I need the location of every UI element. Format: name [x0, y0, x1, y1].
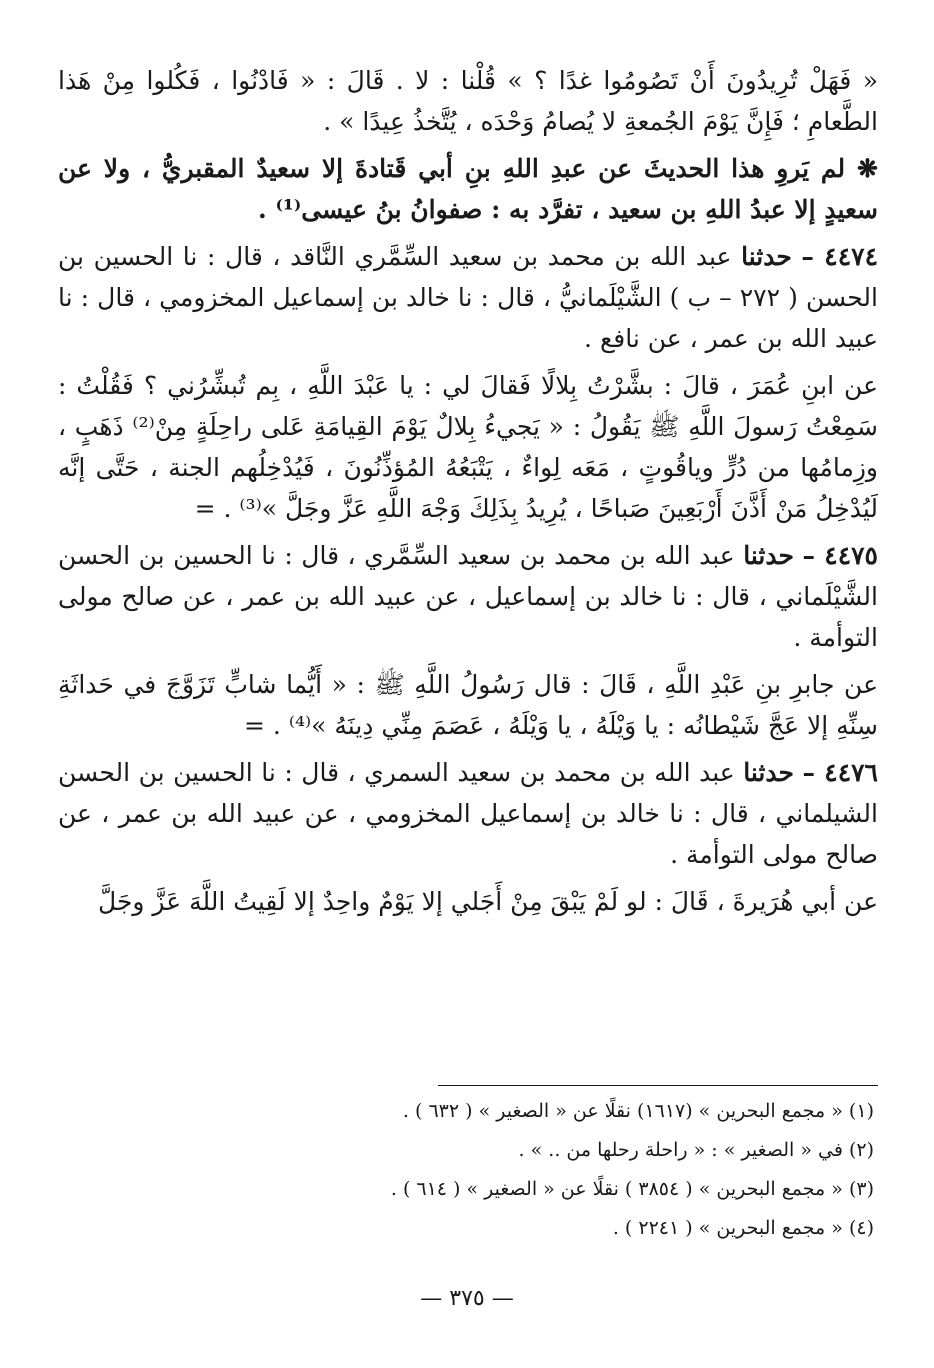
hadith-4476-chain	[58, 752, 878, 875]
page-body	[58, 60, 878, 928]
hadith-chain-text-4474: عبد الله بن محمد بن سعيد السِّمَّري النَّاقد ، قال : نا الحسين بن الحسن ( ٢٧٢ – ب ) الشَّيْلَمانيُّ ، قال : نا خالد بن إسماعيل المخزومي ، قال : نا عبيد الله بن عمر ، عن نافع .	[58, 242, 878, 353]
hadith-number-4474: ٤٤٧٤ –	[801, 242, 878, 271]
paragraph-hadith-friday-fasting: « فَهَلْ تُرِيدُونَ أَنْ تَصُومُوا غدًا ؟ » قُلْنا : لا . قَالَ : « فَادْنُوا ، فَكُلوا مِنْ هَذا الطَّعامِ ؛ فَإِنَّ يَوْمَ الجُمعةِ لا يُصامُ وَحْدَه ، يُتَّخذُ عِيدًا » .	[58, 66, 878, 136]
footnote-1: (١) « مجمع البحرين » (١٦١٧) نقلًا عن « الصغير » ( ٦٣٢ ) .	[402, 1100, 874, 1122]
hadith-label-4475: حدثنا	[743, 541, 794, 570]
footnote-2: (٢) في « الصغير » : « راحلة رحلها من .. » .	[518, 1139, 874, 1161]
hadith-label-4474: حدثنا	[741, 242, 792, 271]
star-marker: ❋	[857, 154, 878, 183]
hadith-4474-text: عن ابنِ عُمَرَ ، قالَ : بشَّرْتُ بِلالًا فَقالَ لي : يا عَبْدَ اللَّهِ ، بِم تُبشِّرُني ؟ فَقُلْتُ : سَمِعْتُ رَسولَ اللَّهِ ﷺ يَقُولُ : « يَجيءُ بِلالٌ يَوْمَ القِيامَةِ عَلى راحِلَةٍ مِنْ⁽²⁾ ذَهَبٍ ، وزِمامُها من دُرٍّ وياقُوتٍ ، مَعَه لِواءٌ ، يَتْبَعُهُ المُؤذِّنُونَ ، فَيُدْخِلُهم الجنة ، حَتَّى إنَّه لَيُدْخِلُ مَنْ أَذَّنَ أَرْبَعِينَ صَباحًا ، يُرِيدُ بِذَلِكَ وَجْهَ اللَّهِ عَزَّ وجَلَّ »⁽³⁾ . =	[58, 371, 878, 523]
page-number: — ٣٧٥ —	[420, 1286, 514, 1311]
hadith-4474-chain	[58, 236, 878, 359]
footnote-3: (٣) « مجمع البحرين » ( ٣٨٥٤ ) نقلًا عن « الصغير » ( ٦١٤ ) .	[390, 1178, 874, 1200]
footnote-divider	[438, 1085, 878, 1086]
hadith-4475-chain	[58, 535, 878, 658]
hadith-number-4475: ٤٤٧٥ –	[802, 541, 878, 570]
note-text: لم يَروِ هذا الحديثَ عن عبدِ اللهِ بنِ أبي قَتادةَ إلا سعيدٌ المقبريُّ ، ولا عن سعيدٍ إلا عبدُ اللهِ بن سعيد ، تفرَّد به : صفوانُ بنُ عيسى⁽¹⁾ .	[58, 154, 878, 224]
note-paragraph	[58, 148, 878, 230]
hadith-4475-text: عن جابرِ بنِ عَبْدِ اللَّهِ ، قَالَ : قال رَسُولُ اللَّهِ ﷺ : « أَيُّما شابٍّ تَزَوَّجَ في حَداثَةِ سِنِّهِ إلا عَجَّ شَيْطانُه : يا وَيْلَهُ ، يا وَيْلَهُ ، عَصَمَ مِنِّي دِينَهُ »⁽⁴⁾ . =	[58, 670, 878, 740]
hadith-chain-text-4475: عبد الله بن محمد بن سعيد السِّمَّري ، قال : نا الحسين بن الحسن الشَّيْلَماني ، قال : نا خالد بن إسماعيل ، عن عبيد الله بن عمر ، عن صالح مولى التوأمة .	[58, 541, 878, 652]
footnote-4: (٤) « مجمع البحرين » ( ٢٢٤١ ) .	[612, 1217, 874, 1239]
footnotes	[54, 1092, 874, 1248]
hadith-chain-text-4476: عبد الله بن محمد بن سعيد السمري ، قال : نا الحسين بن الحسن الشيلماني ، قال : نا خالد بن إسماعيل المخزومي ، عن عبيد الله بن عمر ، عن صالح مولى التوأمة .	[58, 758, 878, 869]
hadith-4476-text: عن أبي هُرَيرةَ ، قَالَ : لو لَمْ يَبْقَ مِنْ أَجَلي إلا يَوْمٌ واحِدٌ إلا لَقِيتُ اللَّهَ عَزَّ وجَلَّ	[98, 887, 878, 916]
hadith-label-4476: حدثنا	[743, 758, 794, 787]
hadith-number-4476: ٤٤٧٦ –	[802, 758, 878, 787]
